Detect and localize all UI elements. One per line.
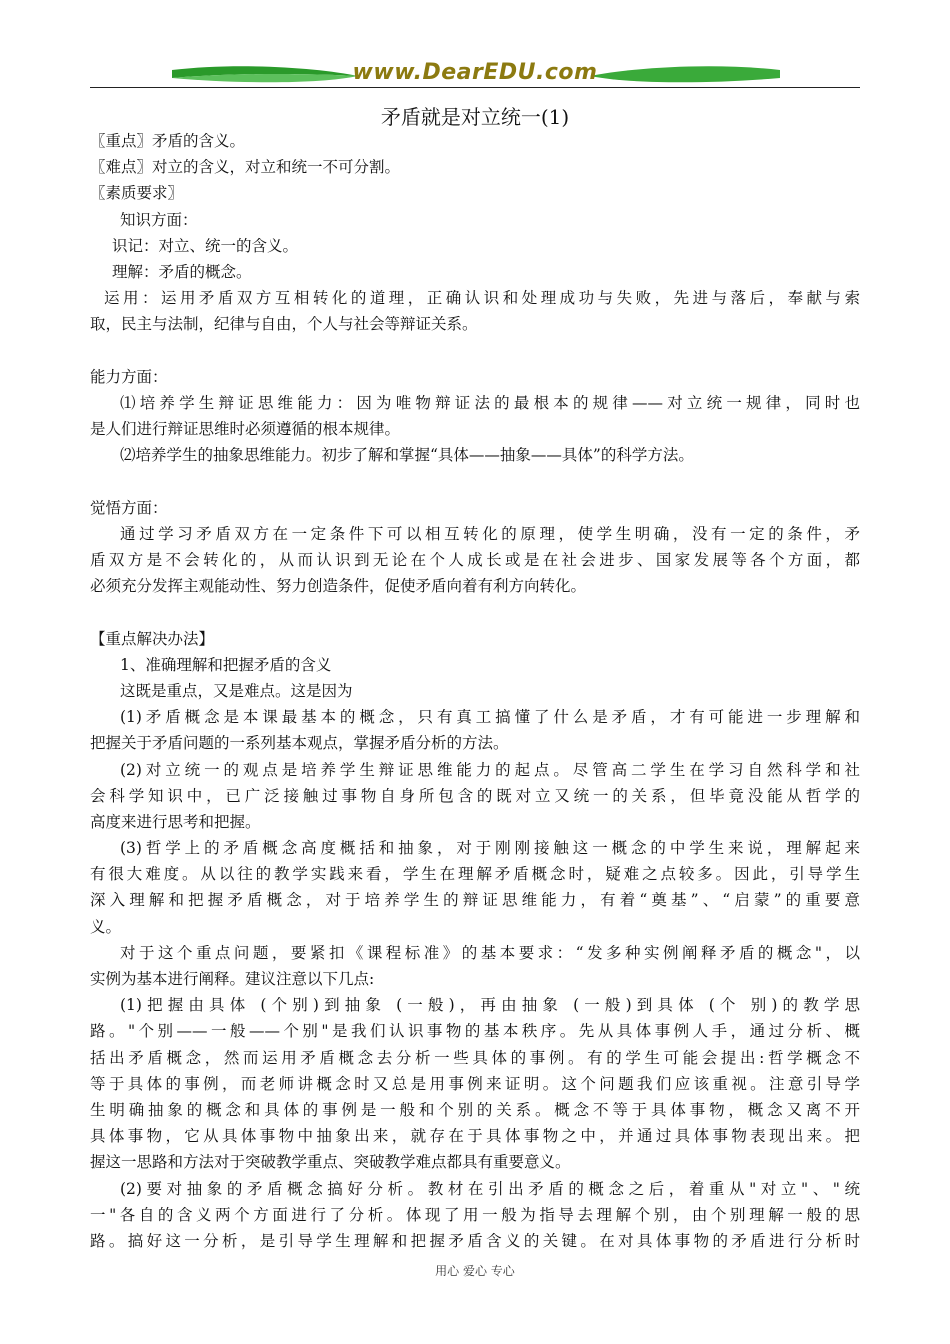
paragraph-line: 实例为基本进行阐释。建议注意以下几点: (90, 970, 375, 988)
document-body (90, 128, 860, 1254)
suggestion-1: (1)把握由具体 (个别)到抽象 (一般)，再由抽象 (一般)到具体 (个 别)的教学思 (120, 996, 860, 1015)
suggestion-1-cont: 路。"个别——一般——个别"是我们认识事物的基本秩序。先从具体事例人手，通过分析、概 (90, 1022, 860, 1041)
difficulty-line: 〖难点〗对立的含义，对立和统一不可分割。 (90, 158, 401, 177)
point-3-cont: 深入理解和把握矛盾概念，对于培养学生的辩证思维能力，有着“奠基”、“启蒙”的重要意 (90, 891, 860, 910)
suggestion-1-cont: 生明确抽象的概念和具体的事例是一般和个别的关系。概念不等于具体事物，概念又离不开 (90, 1100, 860, 1119)
suggestion-1-cont: 括出矛盾概念，然而运用矛盾概念去分析一些具体的事例。有的学生可能会提出:哲学概念不 (90, 1048, 860, 1067)
site-logo[interactable]: www.DearEDU.com (352, 60, 598, 85)
knowledge-heading: 知识方面： (120, 210, 198, 229)
point-3-cont: 有很大难度。从以往的教学实践来看，学生在理解矛盾概念时，疑难之点较多。因此，引导学生 (90, 865, 860, 884)
ability-item-1-cont: 是人们进行辩证思维时必须遵循的根本规律。 (90, 420, 401, 439)
suggestion-1-cont: 握这一思路和方法对于突破教学重点、突破教学难点都具有重要意义。 (90, 1153, 571, 1172)
section-heading-1: 1、准确理解和把握矛盾的含义 (120, 655, 332, 674)
point-1-cont: 把握关于矛盾问题的一系列基本观点，掌握矛盾分析的方法。 (90, 734, 509, 753)
ability-item-2: ⑵培养学生的抽象思维能力。初步了解和掌握“具体——抽象——具体”的科学方法。 (120, 446, 694, 465)
memorize-line: 识记：对立、统一的含义。 (112, 236, 299, 255)
awareness-paragraph: 通过学习矛盾双方在一定条件下可以相互转化的原理，使学生明确，没有一定的条件，矛 (120, 524, 860, 543)
paragraph-line: 对于这个重点问题，要紧扣《课程标准》的基本要求：“发多种实例阐释矛盾的概念"，以 (120, 943, 860, 962)
key-point-line: 〖重点〗矛盾的含义。 (90, 132, 246, 150)
suggestion-2-cont: 路。搞好这一分析，是引导学生理解和把握矛盾含义的关键。在对具体事物的矛盾进行分析时 (90, 1231, 860, 1250)
awareness-paragraph-cont: 必须充分发挥主观能动性、努力创造条件，促使矛盾向着有利方向转化。 (90, 577, 587, 596)
point-3: (3)哲学上的矛盾概念高度概括和抽象，对于刚刚接触这一概念的中学生来说，理解起来 (120, 839, 860, 858)
solution-heading: 【重点解决办法】 (90, 629, 215, 648)
apply-line-cont: 取，民主与法制，纪律与自由，个人与社会等辩证关系。 (90, 315, 478, 334)
point-2-cont: 高度来进行思考和把握。 (90, 812, 261, 831)
awareness-paragraph-cont: 盾双方是不会转化的，从而认识到无论在个人成长或是在社会进步、国家发展等各个方面，都 (90, 551, 860, 569)
ability-heading: 能力方面： (90, 367, 168, 386)
document-title: 矛盾就是对立统一(1) (380, 105, 570, 129)
understand-line: 理解：矛盾的概念。 (112, 262, 252, 281)
point-1: (1)矛盾概念是本课最基本的概念，只有真工搞懂了什么是矛盾，才有可能进一步理解和 (120, 708, 860, 727)
site-header (90, 58, 860, 90)
suggestion-2: (2)要对抽象的矛盾概念搞好分析。教材在引出矛盾的概念之后，着重从"对立"、"统 (120, 1179, 860, 1198)
header-rule (90, 87, 860, 88)
point-3-cont: 义。 (90, 917, 122, 936)
awareness-heading: 觉悟方面： (90, 498, 168, 517)
apply-line: 运用：运用矛盾双方互相转化的道理，正确认识和处理成功与失败，先进与落后，奉献与索 (104, 289, 860, 308)
ability-item-1: ⑴培养学生辩证思维能力：因为唯物辩证法的最根本的规律——对立统一规律，同时也 (120, 393, 860, 412)
suggestion-1-cont: 等于具体的事例，而老师讲概念时又总是用事例来证明。这个问题我们应该重视。注意引导学 (90, 1074, 860, 1093)
page-footer: 用心 爱心 专心 (435, 1264, 515, 1278)
suggestion-1-cont: 具体事物，它从具体事物中抽象出来，就存在于具体事物之中，并通过具体事物表现出来。把 (90, 1127, 860, 1146)
quality-requirements-heading: 〖素质要求〗 (90, 184, 184, 203)
paragraph-line: 这既是重点，又是难点。这是因为 (120, 681, 353, 700)
suggestion-2-cont: 一"各自的含义两个方面进行了分析。体现了用一般为指导去理解个别，由个别理解一般的思 (90, 1205, 860, 1224)
point-2: (2)对立统一的观点是培养学生辩证思维能力的起点。尽管高二学生在学习自然科学和社 (120, 760, 860, 779)
point-2-cont: 会科学知识中，已广泛接触过事物自身所包含的既对立又统一的关系，但毕竟没能从哲学的 (90, 786, 860, 805)
